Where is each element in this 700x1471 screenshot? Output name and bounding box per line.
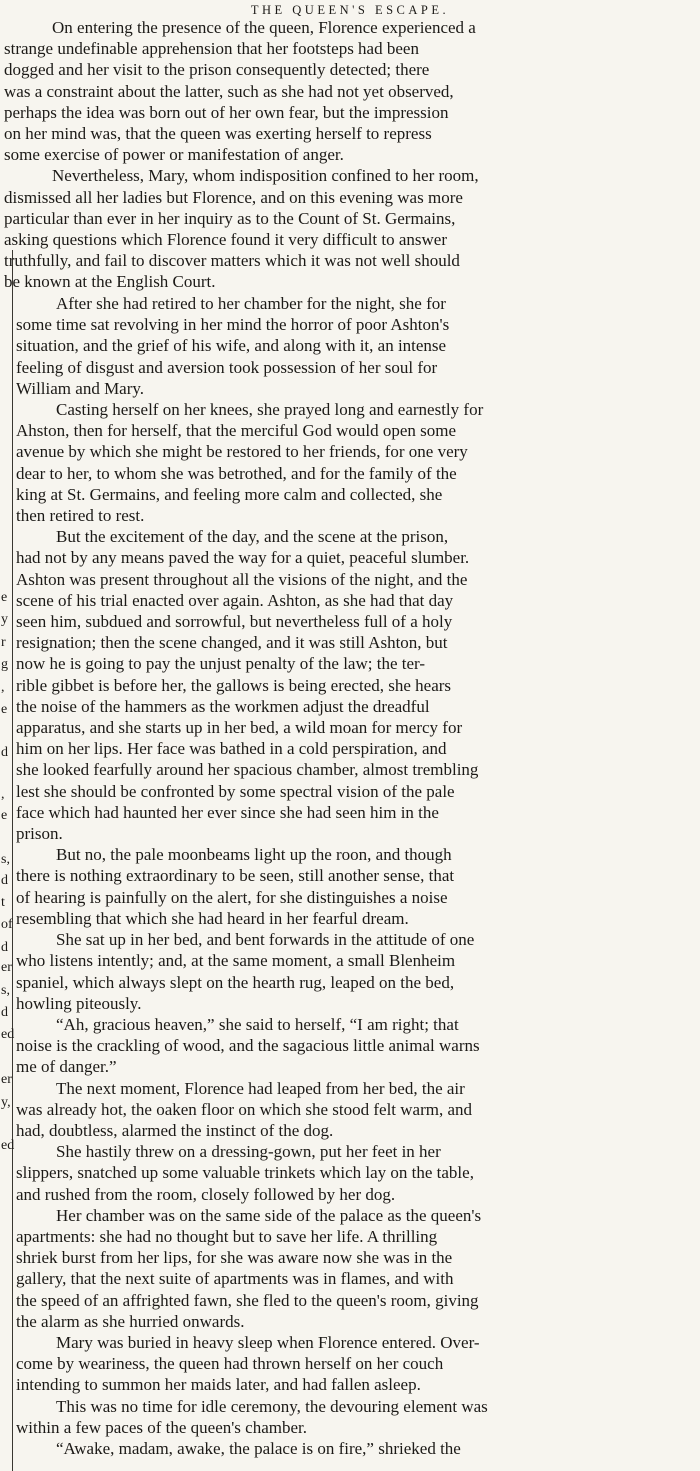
paragraph — [16, 1438, 696, 1459]
text-line: now he is going to pay the unjust penalty of the law; the ter- — [16, 654, 425, 674]
text-line: and rushed from the room, closely followed by her dog. — [16, 1184, 396, 1204]
text-line: She hastily threw on a dressing-gown, put her feet in her — [56, 1142, 441, 1162]
paragraph — [16, 1078, 696, 1142]
text-line: Ashton was present throughout all the visions of the night, and the — [16, 569, 468, 589]
paragraph — [16, 844, 696, 929]
text-line: situation, and the grief of his wife, and along with it, an intense — [16, 336, 447, 356]
margin-fragment: y, — [1, 1095, 11, 1110]
margin-fragment: g — [1, 657, 8, 672]
text-line: howling piteously. — [16, 993, 142, 1013]
text-line: On entering the presence of the queen, Florence experienced a — [52, 18, 476, 37]
text-line: But no, the pale moonbeams light up the roon, and though — [56, 845, 452, 865]
margin-fragment: e — [1, 702, 8, 717]
text-line: Nevertheless, Mary, whom indisposition confined to her room, — [52, 166, 479, 186]
text-line: she looked fearfully around her spacious chamber, almost trembling — [16, 760, 479, 780]
text-line: come by weariness, the queen had thrown herself on her couch — [16, 1354, 444, 1374]
margin-fragment: s, — [1, 852, 10, 867]
margin-fragment: s, — [1, 983, 10, 998]
paragraph — [16, 1014, 696, 1078]
margin-fragment: e — [1, 808, 8, 823]
paragraph — [4, 17, 696, 165]
text-line: Mary was buried in heavy sleep when Florence entered. Over- — [56, 1332, 480, 1352]
margin-fragment: y — [1, 612, 8, 627]
paragraph — [16, 293, 696, 399]
text-line: was already hot, the oaken floor on which she stood felt warm, and — [16, 1099, 473, 1119]
text-line: shriek burst from her lips, for she was aware now she was in the — [16, 1248, 453, 1268]
paragraph — [16, 1141, 696, 1205]
text-line: be known at the English Court. — [4, 272, 216, 292]
text-line: But the excitement of the day, and the scene at the prison, — [56, 527, 449, 547]
margin-fragment: ed — [1, 1027, 15, 1042]
text-line: who listens intently; and, at the same moment, a small Blenheim — [16, 951, 456, 971]
margin-fragment: er — [1, 960, 12, 975]
text-line: avenue by which she might be restored to her friends, for one very — [16, 442, 468, 462]
text-line: lest she should be confronted by some spectral vision of the pale — [16, 781, 455, 801]
text-line: perhaps the idea was born out of her own fear, but the impression — [4, 102, 449, 122]
margin-fragment: r — [1, 635, 6, 650]
text-line: asking questions which Florence found it very difficult to answer — [4, 230, 448, 250]
paragraph — [16, 526, 696, 844]
text-line: dismissed all her ladies but Florence, and on this evening was more — [4, 187, 463, 207]
text-line: intending to summon her maids later, and had fallen asleep. — [16, 1375, 421, 1395]
margin-fragment: d — [1, 745, 8, 760]
margin-fragment: ed — [1, 1138, 15, 1153]
text-line: some exercise of power or manifestation of anger. — [4, 145, 344, 165]
text-line: William and Mary. — [16, 378, 145, 398]
text-line: truthfully, and fail to discover matters which it was not well should — [4, 251, 460, 271]
text-line: She sat up in her bed, and bent forwards in the attitude of one — [56, 930, 475, 950]
margin-fragment: , — [1, 680, 5, 695]
text-line: scene of his trial enacted over again. Ashton, as she had that day — [16, 590, 454, 610]
text-line: face which had haunted her ever since she had seen him in the — [16, 802, 439, 822]
text-line: noise is the crackling of wood, and the sagacious little animal warns — [16, 1036, 480, 1056]
text-line: strange undefinable apprehension that her footsteps had been — [4, 39, 419, 59]
margin-fragment: d — [1, 940, 8, 955]
text-line: Ahston, then for herself, that the merciful God would open some — [16, 421, 457, 441]
text-line: there is nothing extraordinary to be seen, still another sense, that — [16, 866, 455, 886]
margin-fragment: t — [1, 895, 5, 910]
text-line: king at St. Germains, and feeling more calm and collected, she — [16, 484, 443, 504]
text-line: This was no time for idle ceremony, the devouring element was — [56, 1396, 488, 1416]
article-body-lower — [16, 293, 696, 1459]
text-line: me of danger.” — [16, 1057, 117, 1077]
text-line: the alarm as she hurried onwards. — [16, 1311, 245, 1331]
text-line: was a constraint about the latter, such as she had not yet observed, — [4, 81, 454, 101]
text-line: feeling of disgust and aversion took possession of her soul for — [16, 357, 438, 377]
text-line: the speed of an affrighted fawn, she fled to the queen's room, giving — [16, 1290, 479, 1310]
margin-fragment: , — [1, 787, 5, 802]
paragraph — [16, 399, 696, 526]
text-line: rible gibbet is before her, the gallows is being erected, she hears — [16, 675, 452, 695]
article-body-upper — [4, 17, 696, 293]
text-line: him on her lips. Her face was bathed in a cold perspiration, and — [16, 739, 447, 759]
text-line: slippers, snatched up some valuable trinkets which lay on the table, — [16, 1163, 474, 1183]
text-line: prison. — [16, 824, 63, 844]
margin-fragment: d — [1, 873, 8, 888]
text-line: After she had retired to her chamber for the night, she for — [56, 294, 446, 313]
text-line: The next moment, Florence had leaped from her bed, the air — [56, 1078, 465, 1098]
paragraph — [16, 1332, 696, 1396]
margin-fragment: er — [1, 1072, 12, 1087]
text-line: had not by any means paved the way for a quiet, peaceful slumber. — [16, 548, 470, 568]
margin-fragment: of — [1, 917, 13, 932]
paragraph — [4, 165, 696, 292]
text-line: Casting herself on her knees, she prayed long and earnestly for — [56, 400, 484, 420]
text-line: then retired to rest. — [16, 506, 145, 526]
text-line: “Awake, madam, awake, the palace is on fire,” shrieked the — [56, 1438, 461, 1458]
text-line: within a few paces of the queen's chamber. — [16, 1417, 308, 1437]
paragraph — [16, 929, 696, 1014]
paragraph — [16, 1396, 696, 1438]
text-line: spaniel, which always slept on the hearth rug, leaped on the bed, — [16, 972, 455, 992]
text-line: apparatus, and she starts up in her bed, a wild moan for mercy for — [16, 718, 463, 738]
page-title: THE QUEEN'S ESCAPE. — [250, 3, 450, 17]
text-line: dogged and her visit to the prison consequently detected; there — [4, 60, 430, 80]
text-line: of hearing is painfully on the alert, for she distinguishes a noise — [16, 887, 448, 907]
text-line: seen him, subdued and sorrowful, but nevertheless full of a holy — [16, 612, 453, 632]
text-line: some time sat revolving in her mind the horror of poor Ashton's — [16, 315, 450, 335]
text-line: had, doubtless, alarmed the instinct of the dog. — [16, 1120, 334, 1140]
text-line: on her mind was, that the queen was exerting herself to repress — [4, 124, 432, 144]
margin-fragment: e — [1, 590, 8, 605]
text-line: the noise of the hammers as the workmen adjust the dreadful — [16, 696, 430, 716]
text-line: resembling that which she had heard in her fearful dream. — [16, 908, 409, 928]
margin-fragment: d — [1, 1005, 8, 1020]
text-line: resignation; then the scene changed, and it was still Ashton, but — [16, 633, 448, 653]
text-line: apartments: she had no thought but to save her life. A thrilling — [16, 1226, 438, 1246]
text-line: dear to her, to whom she was betrothed, and for the family of the — [16, 463, 457, 483]
text-line: Her chamber was on the same side of the palace as the queen's — [56, 1205, 482, 1225]
text-line: “Ah, gracious heaven,” she said to herself, “I am right; that — [56, 1014, 459, 1034]
text-line: gallery, that the next suite of apartments was in flames, and with — [16, 1269, 454, 1289]
paragraph — [16, 1205, 696, 1332]
adjacent-column-fragments — [0, 250, 13, 1471]
text-line: particular than ever in her inquiry as to the Count of St. Germains, — [4, 208, 456, 228]
